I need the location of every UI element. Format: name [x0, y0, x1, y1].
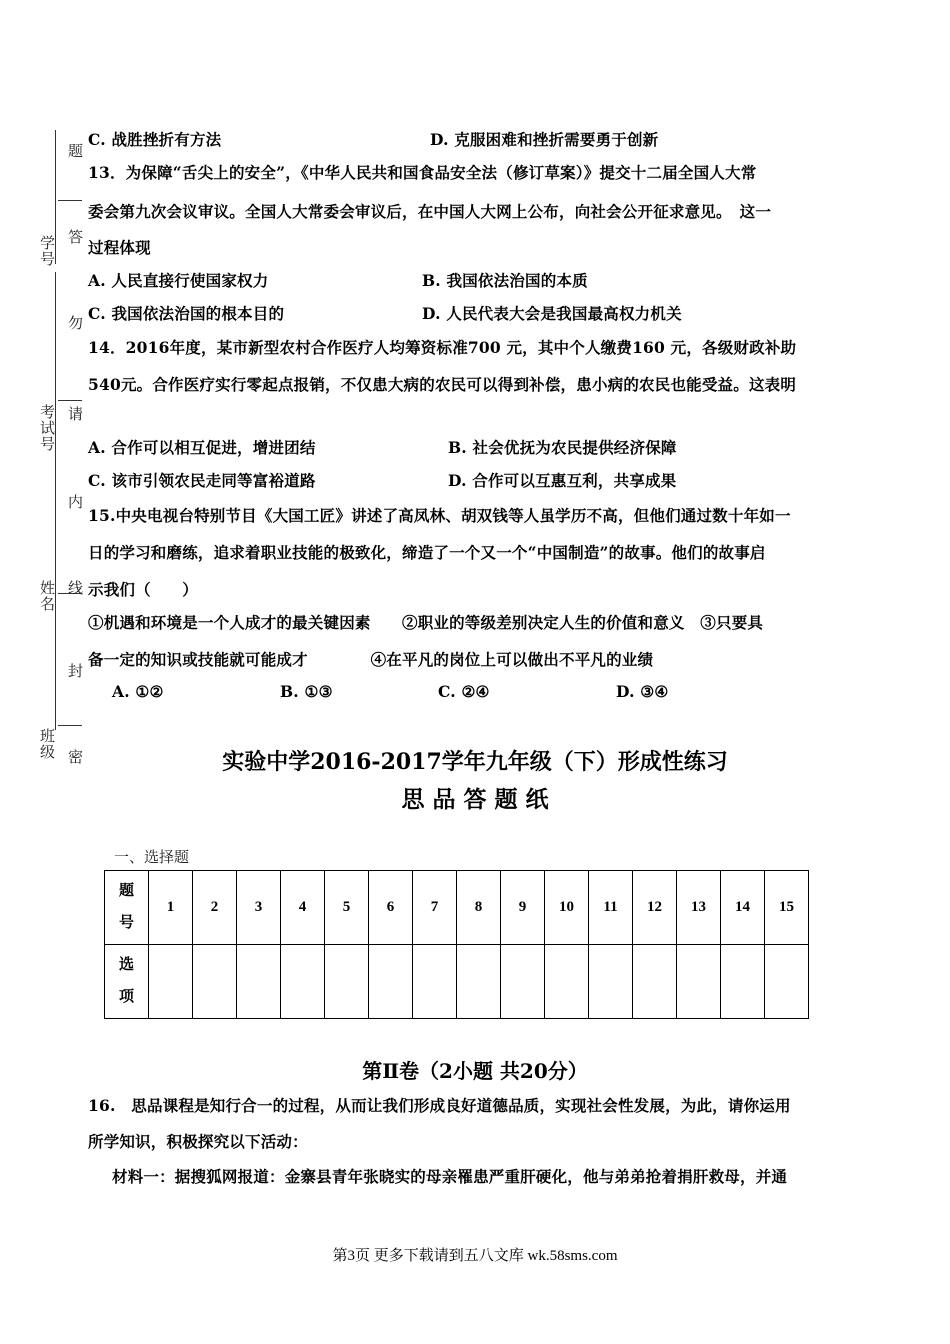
margin-label-exam-id: 考试号	[40, 403, 56, 453]
question-number-cell: 6	[369, 871, 413, 945]
q13-line: A. 人民直接行使国家权力	[88, 271, 269, 290]
q14-line: B. 社会优抚为农民提供经济保障	[448, 438, 677, 457]
margin-line	[55, 272, 56, 730]
q12-options-line: C. 战胜挫折有方法	[88, 130, 222, 149]
q14-line: A. 合作可以相互促进，增进团结	[88, 438, 316, 457]
answer-cell[interactable]	[237, 945, 281, 1019]
margin-label-class: 班级	[40, 727, 56, 761]
q14-line: 540元。合作医疗实行零起点报销，不仅患大病的农民可以得到补偿，患小病的农民也能受益。这表明	[88, 375, 797, 394]
q16-line-3: 材料一：据搜狐网报道：金寨县青年张晓实的母亲罹患严重肝硬化，他与弟弟抢着捐肝救母，并通	[112, 1167, 788, 1186]
question-number-cell: 7	[413, 871, 457, 945]
question-number-cell: 10	[545, 871, 589, 945]
q12-options-line: D. 克服困难和挫折需要勇于创新	[430, 130, 659, 149]
answer-cell[interactable]	[633, 945, 677, 1019]
margin-label-student-id: 学号	[40, 234, 56, 268]
margin-underline	[58, 725, 82, 726]
answer-table	[104, 870, 809, 1019]
header-text: 题号	[118, 883, 134, 931]
page-footer: 第3页 更多下载请到五八文库 wk.58sms.com	[332, 1248, 618, 1264]
sheet-title: 实验中学2016-2017学年九年级（下）形成性练习	[222, 749, 728, 775]
answer-cell[interactable]	[457, 945, 501, 1019]
q13-line: 13．为保障“舌尖上的安全”，《中华人民共和国食品安全法（修订草案）》提交十二届全国人大常	[88, 163, 757, 182]
q15-line: ①机遇和环境是一个人成才的最关键因素 ②职业的等级差别决定人生的价值和意义 ③只要具	[88, 613, 764, 632]
q14-line: D. 合作可以互惠互利，共享成果	[448, 471, 677, 490]
q15-line: 15.中央电视台特别节目《大国工匠》讲述了高凤林、胡双钱等人虽学历不高，但他们通过数十年如一	[88, 506, 791, 525]
answer-table-header-option	[105, 945, 149, 1019]
seal-char: 内	[68, 493, 84, 511]
answer-cell[interactable]	[589, 945, 633, 1019]
seal-char: 封	[68, 662, 84, 680]
q13-line: 委会第九次会议审议。全国人大常委会审议后，在中国人大网上公布，向社会公开征求意见。 这一	[88, 202, 772, 221]
q15-line: 示我们（ ）	[88, 580, 198, 599]
question-number-cell: 11	[589, 871, 633, 945]
answer-cell[interactable]	[325, 945, 369, 1019]
seal-char: 密	[68, 748, 84, 766]
question-number-cell: 9	[501, 871, 545, 945]
margin-underline	[58, 200, 82, 201]
question-number-cell: 14	[721, 871, 765, 945]
seal-char: 线	[68, 579, 84, 597]
margin-underline	[58, 400, 82, 401]
q14-line: C. 该市引领农民走同等富裕道路	[88, 471, 316, 490]
question-number-cell: 3	[237, 871, 281, 945]
q16-line-2: 所学知识，积极探究以下活动：	[88, 1132, 308, 1151]
q15-line: A. ①②	[112, 682, 164, 701]
question-number-cell: 8	[457, 871, 501, 945]
question-number-cell: 5	[325, 871, 369, 945]
part2-heading: 第Ⅱ卷（2小题 共20分）	[362, 1059, 588, 1083]
q15-line: 备一定的知识或技能就可能成才 ④在平凡的岗位上可以做出不平凡的业绩	[88, 650, 654, 669]
answer-cell[interactable]	[721, 945, 765, 1019]
q15-line: C. ②④	[438, 682, 490, 701]
answer-table-header-number	[105, 871, 149, 945]
answer-cell[interactable]	[281, 945, 325, 1019]
seal-char: 题	[68, 142, 84, 160]
question-number-cell: 1	[149, 871, 193, 945]
question-number-cell: 4	[281, 871, 325, 945]
question-number-cell: 12	[633, 871, 677, 945]
q13-line: C. 我国依法治国的根本目的	[88, 304, 285, 323]
sheet-subtitle: 思 品 答 题 纸	[401, 786, 549, 813]
q16-line-1: 16. 思品课程是知行合一的过程，从而让我们形成良好道德品质，实现社会性发展，为此，请你运用	[88, 1096, 791, 1115]
q14-line: 14．2016年度，某市新型农村合作医疗人均筹资标准700 元，其中个人缴费160 元，各级财政补助	[88, 338, 797, 357]
margin-label-name: 姓名	[40, 579, 56, 613]
q13-line: D. 人民代表大会是我国最高权力机关	[422, 304, 682, 323]
answer-cell[interactable]	[193, 945, 237, 1019]
header-text: 选项	[118, 957, 134, 1005]
answer-cell[interactable]	[149, 945, 193, 1019]
answer-cell[interactable]	[765, 945, 809, 1019]
section-choice-heading: 一、选择题	[114, 848, 190, 866]
q15-line: D. ③④	[616, 682, 669, 701]
answer-cell[interactable]	[501, 945, 545, 1019]
answer-cell[interactable]	[545, 945, 589, 1019]
question-number-cell: 2	[193, 871, 237, 945]
answer-table-option-row	[105, 945, 809, 1019]
answer-cell[interactable]	[413, 945, 457, 1019]
q15-line: B. ①③	[280, 682, 333, 701]
q15-line: 日的学习和磨练，追求着职业技能的极致化，缔造了一个又一个“中国制造”的故事。他们的故事启	[88, 543, 766, 562]
seal-char: 答	[68, 228, 84, 246]
answer-cell[interactable]	[677, 945, 721, 1019]
answer-table-number-row	[105, 871, 809, 945]
question-number-cell: 15	[765, 871, 809, 945]
seal-char: 请	[68, 405, 84, 423]
q13-line: 过程体现	[88, 238, 151, 257]
answer-cell[interactable]	[369, 945, 413, 1019]
question-number-cell: 13	[677, 871, 721, 945]
q13-line: B. 我国依法治国的本质	[422, 271, 588, 290]
seal-char: 勿	[68, 314, 84, 332]
